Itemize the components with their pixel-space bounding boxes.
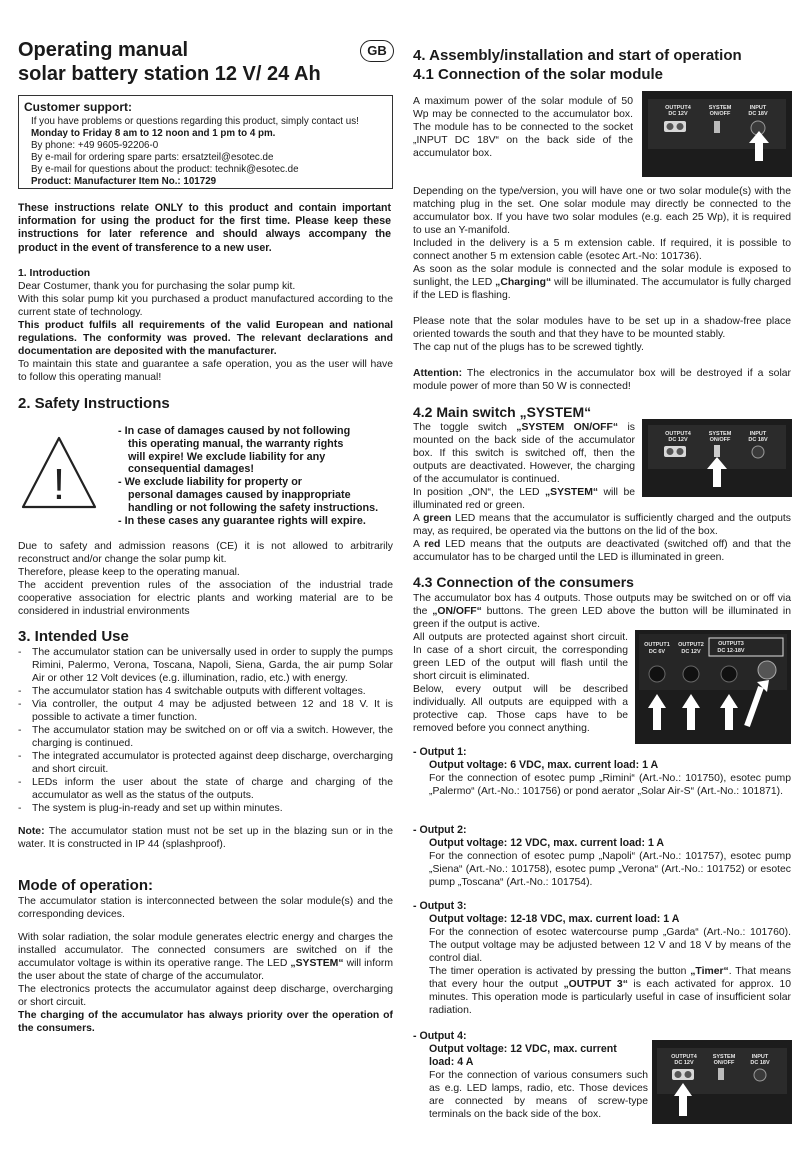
attention-text: The electronics in the accumulator box will be destroyed if a solar module power of more than 50 W is connected! [413,368,791,392]
warning-line: handling or not following the safety instructions. [128,501,379,514]
label-onoff: ON/OFF [709,437,731,443]
terminal-graphics [652,1040,792,1124]
arrow-icon [682,694,700,730]
note-label: Note: [18,826,45,837]
consumers-p1-b: „ON/OFF“ [432,606,482,617]
safety-p2: Therefore, please keep to the operating manual. [18,567,240,578]
introduction-heading: 1. Introduction [18,268,91,279]
label-onoff: ON/OFF [709,111,731,117]
label-system: SYSTEM [708,431,732,437]
mode-section [18,895,393,1035]
label-system: SYSTEM [712,1054,736,1060]
switch-p3-c: LED means that the accumulator is sufficiently charged and the outputs may, as required, be operated via the buttons on the lid of the box. [413,513,792,537]
mode-p2-a: With solar radiation, the solar module generates electric energy and charges the installed accumulator. The connected consumers are switched on if the accumulator voltage is within its operative range. The LED [18,932,393,969]
mode-p2-b: „SYSTEM“ [290,958,344,969]
arrow-icon [674,1083,692,1116]
warning-line: this operating manual, the warranty rights [128,437,344,450]
solar-p3: Included in the delivery is a 5 m extension cable. If required, it is possible to connect another 5 m extension cable (esotec Art.-No: 101736). [413,238,791,262]
back-panel-photo-output4 [652,1040,792,1124]
warning-triangle-icon [20,435,98,511]
back-panel-photo-switch [642,419,792,497]
title-line-2: solar battery station 12 V/ 24 Ah [18,63,321,85]
intro-bold-notice: These instructions relate ONLY to this product and contain important information for using the product for the first time. Please keep these instructions for later reference and should always accompany the product in the event of transference to a new user. [18,202,391,254]
mode-p2 [18,931,393,983]
output-2-text: For the connection of esotec pump „Napoli“ (Art.-No.: 101757), esotec pump „Siena“ (Art.-No.: 101758), esotec pump „Verona“ (Art.-No.: 101752) or esotec pump „Toscana“ (Art.-No.: 101754). [429,851,791,888]
solar-p4-b: „Charging“ [495,277,552,288]
safety-p1: Due to safety and admission reasons (CE) it is not allowed to arbitrarily reconstruct and/or change the solar pump kit. [18,541,393,565]
language-badge: GB [360,40,394,62]
consumers-text [413,631,628,735]
output-1 [413,746,791,798]
label-onoff: ON/OFF [713,1060,735,1066]
output-2-voltage: Output voltage: 12 VDC, max. current load: 1 A [429,837,665,849]
outputs-graphics [635,630,791,744]
output-4-voltage-2: load: 4 A [429,1056,474,1068]
switch-p4 [413,538,791,564]
main-switch-text-top [413,421,635,512]
switch-p4-c: LED means that the outputs are deactivated (switched off) and that the accumulator has to be charged until the LED is illuminated in green. [413,539,792,563]
solar-attention [413,367,791,393]
arrow-icon [648,694,666,730]
switch-p4-b: red [424,539,441,550]
introduction-p3: This product fulfils all requirements of the valid European and national regulations. The conformity was proved. The relevant declarations and documentation are deposited with the manufacturer. [18,320,393,357]
mode-p2-c: will inform the user about the state of charge of the accumulator. [18,958,393,982]
output-2 [413,824,791,889]
solar-p2: Depending on the type/version, you will have one or two solar module(s) with the matching plug in the set. One solar module may directly be connected to the accumulator box. If you have two solar modules (e.g. each 25 Wp), it is required to use an Y-manifold. [413,186,791,236]
support-email-tech: By e-mail for questions about the product: technik@esotec.de [31,164,299,175]
label-dc18: DC 18V [748,111,768,117]
outputs-photo [635,630,791,744]
output-3 [413,900,791,1017]
mode-p4: The charging of the accumulator has always priority over the operation of the consumers. [18,1010,393,1034]
warning-line: consequential damages! [128,463,254,476]
list-item: - LEDs inform the user about the state of charge and charging of the accumulator as well as the status of the outputs. [18,776,393,802]
solar-section-body [413,185,791,393]
list-item: - The accumulator station has 4 switchable outputs with different voltages. [18,685,393,698]
label-output4: OUTPUT4 [665,105,691,111]
output-3-text2 [413,965,791,1017]
support-hours: Monday to Friday 8 am to 12 noon and 1 pm to 4 pm. [31,128,276,139]
consumers-heading: 4.3 Connection of the consumers [413,574,634,590]
intended-note [18,825,393,851]
safety-heading: 2. Safety Instructions [18,395,170,412]
document-title [18,38,321,86]
label-output3: OUTPUT3 [718,641,744,647]
main-switch-heading: 4.2 Main switch „SYSTEM“ [413,404,592,420]
switch-p2-a: In position „ON“, the LED [413,487,545,498]
output-3-text2-c: . That means that every hour the output [429,966,791,990]
solar-p1: A maximum power of the solar module of 50 Wp may be connected to the accumulator box. The module has to be connected to the socket „INPUT DC 18V“ on the back side of the accumulator box. [413,96,633,159]
warning-line: - We exclude liability for property or [118,476,302,489]
output-3-text2-a: The timer operation is activated by pressing the button [429,966,691,977]
label-output2: OUTPUT2 [678,642,704,648]
output-3-text1: For the connection of esotec watercourse pump „Garda“ (Art.-No.: 101760). The output voltage may be adjusted between 12 V and 18 V by means of the control dial. [429,927,791,964]
label-system: SYSTEM [708,105,732,111]
support-title: Customer support: [24,100,132,114]
attention-label: Attention: [413,368,463,379]
intended-use-list [18,646,393,815]
introduction-p2: With this solar pump kit you purchased a product manufactured according to the current state of technology. [18,294,393,318]
label-dc18: DC 18V [750,1060,770,1066]
consumers-p1-c: buttons. The green LED above the button will be illuminated in green if the output is active. [413,606,791,630]
switch-p4-a: A [413,539,425,550]
solar-p4-c: will be illuminated. The accumulator is fully charged if the LED is flashing. [413,277,791,301]
label-dc12: DC 12V [668,111,688,117]
solar-p5: Please note that the solar modules have to be set up in a shadow-free place oriented towards the south and that they have to be mounted stably. [413,316,791,340]
list-item: - Via controller, the output 4 may be adjusted between 12 and 18 V. It is possible to activate a timer function. [18,698,393,724]
label-dc12b: DC 12V [681,649,701,655]
label-output4: OUTPUT4 [665,431,691,437]
consumers-p1 [413,592,791,631]
label-input: INPUT [749,431,767,437]
warning-line: - In these cases any guarantee rights will expire. [118,514,366,527]
output-1-text: For the connection of esotec pump „Rimini“ (Art.-No.: 101750), esotec pump „Palermo“ (Art.-No.: 101756) or pond aerator „Solar Air-S“ (Art.-No.: 101871). [429,773,791,797]
solar-connection-heading: 4.1 Connection of the solar module [413,66,664,83]
intended-use-section [18,646,393,851]
mode-heading: Mode of operation: [18,877,153,894]
label-output1: OUTPUT1 [644,642,670,648]
safety-body [18,540,393,618]
label-input: INPUT [751,1054,769,1060]
title-line-1: Operating manual [18,39,189,61]
list-item: - The system is plug-in-ready and set up within minutes. [18,802,393,815]
arrow-icon [707,457,727,487]
label-dc1218: DC 12-18V [717,648,745,654]
consumers-p3: Below, every output will be described individually. All outputs are equipped with a protective cap. Those caps have to be removed before you connect anything. [413,684,628,734]
safety-p3: The accident prevention rules of the association of the industrial trade cooperative association for electric plants and working material are to be considered in industrial environments [18,580,393,617]
warning-symbol: ! [52,460,66,509]
switch-p1-c: is mounted on the back side of the accumulator box. If this switch is switched off, then the outputs are deactivated. However, the charging of the accumulator is continued. [413,422,635,485]
support-line: If you have problems or questions regarding this product, simply contact us! [31,116,359,127]
arrow-icon [749,131,769,161]
output-3-text2-e: is each activated for approx. 10 minutes. This operation mode is particularly useful in case of insufficient solar radiation. [429,979,791,1016]
safety-warnings [118,425,388,527]
output-3-label: - Output 3: [413,900,467,912]
output-4 [413,1030,648,1121]
switch-p3 [413,512,791,538]
output-4-label: - Output 4: [413,1030,467,1042]
mode-p3: The electronics protects the accumulator against deep discharge, overcharging or short circuit. [18,984,393,1008]
terminal-graphics [642,91,792,177]
consumers-p2: All outputs are protected against short circuit. In case of a short circuit, the corresponding green LED of the output will flash until the short circuit is eliminated. [413,632,628,682]
switch-p2-b: „SYSTEM“ [544,487,599,498]
switch-p3-b: green [423,513,452,524]
switch-p1-b: „SYSTEM ON/OFF“ [516,422,619,433]
label-dc18: DC 18V [748,437,768,443]
intended-use-heading: 3. Intended Use [18,628,129,645]
output-3-text2-d: „OUTPUT 3“ [563,979,628,990]
output-1-label: - Output 1: [413,746,467,758]
label-output4: OUTPUT4 [671,1054,697,1060]
output-4-text: For the connection of various consumers such as e.g. LED lamps, radio, etc. Those devices are connected by means of screw-type terminals on the back side of the box. [429,1070,648,1120]
consumers-p1-a: The accumulator box has 4 outputs. Those outputs may be switched on or off via the [413,593,791,617]
warning-line: - In case of damages caused by not following [118,425,351,437]
list-item: - The accumulator station may be switched on or off via a switch. However, the charging is continued. [18,724,393,750]
introduction-p1: Dear Costumer, thank you for purchasing the solar pump kit. [18,281,296,292]
terminal-graphics [642,419,792,497]
introduction-section [18,267,393,384]
main-switch-text-bottom [413,512,791,564]
list-item: - The integrated accumulator is protected against deep discharge, overcharging and short circuit. [18,750,393,776]
introduction-p4: To maintain this state and guarantee a safe operation, you as the user will have to follow this operating manual! [18,359,393,383]
solar-p6: The cap nut of the plugs has to be screwed tightly. [413,342,644,353]
output-1-voltage: Output voltage: 6 VDC, max. current load: 1 A [429,759,659,771]
warning-line: personal damages caused by inappropriate [128,488,351,501]
label-dc12: DC 12V [674,1060,694,1066]
arrow-icon [720,694,738,730]
label-dc6: DC 6V [648,649,666,655]
solar-p4 [413,263,791,302]
output-4-voltage-1: Output voltage: 12 VDC, max. current [429,1043,617,1055]
label-input: INPUT [749,105,767,111]
output-3-voltage: Output voltage: 12-18 VDC, max. current load: 1 A [429,913,680,925]
switch-p1 [413,421,635,486]
output-2-label: - Output 2: [413,824,467,836]
label-dc12: DC 12V [668,437,688,443]
support-email-parts: By e-mail for ordering spare parts: ersatzteil@esotec.de [31,152,274,163]
output-3-text2-b: „Timer“ [690,966,729,977]
mode-p1: The accumulator station is interconnected between the solar module(s) and the corresponding devices. [18,896,393,920]
switch-p1-a: The toggle switch [413,422,517,433]
support-phone: By phone: +49 9605-92206-0 [31,140,159,151]
switch-p3-a: A [413,513,424,524]
customer-support-box [18,95,393,189]
switch-p2 [413,486,635,512]
switch-p2-c: will be illuminated red or green. [413,487,636,511]
list-item: - The accumulator station can be universally used in order to supply the pumps Rimini, Palermo, Verona, Toscana, Napoli, Siena, Garda, the air pump Solar Air or other 12 Volt devices (e.g. illumination, radio, etc.) with energy. [18,646,393,685]
support-item-no: Product: Manufacturer Item No.: 101729 [31,176,217,187]
assembly-heading: 4. Assembly/installation and start of operation [413,47,742,64]
back-panel-photo-input [642,91,792,177]
warning-line: will expire! We exclude liability for any [128,450,326,463]
note-text: The accumulator station must not be set up in the blazing sun or in the water. It is constructed in IP 44 (splashproof). [18,826,393,850]
solar-p4-a: As soon as the solar module is connected and the solar module is exposed to sunlight, the LED [413,264,791,288]
